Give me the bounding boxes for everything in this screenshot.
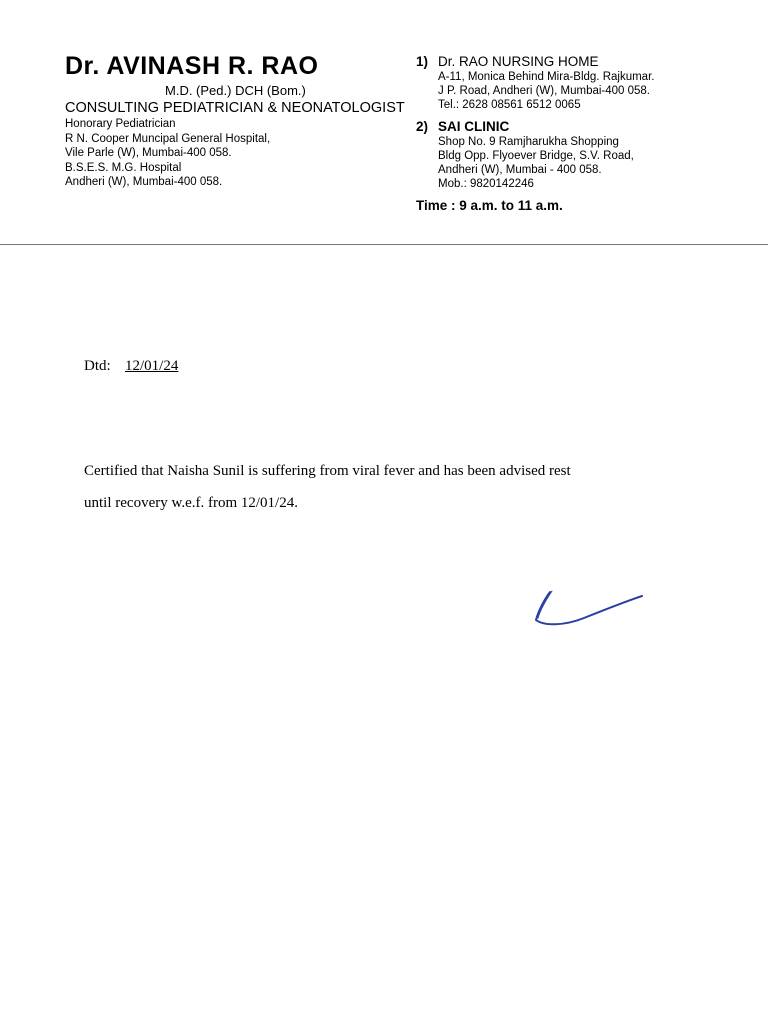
hospital-line: Vile Parle (W), Mumbai-400 058. — [65, 147, 232, 159]
clinic-2-address-line: Shop No. 9 Ramjharukha Shopping — [438, 136, 619, 148]
clinic-2-heading — [416, 119, 756, 135]
certificate-body-line: until recovery w.e.f. from 12/01/24. — [84, 495, 298, 511]
clinic-1-address-line: A-11, Monica Behind Mira-Bldg. Rajkumar. — [438, 71, 655, 83]
hospital-line: Honorary Pediatrician — [65, 118, 176, 130]
clinic-2-number: 2) — [416, 119, 429, 134]
hospital-line: Andheri (W), Mumbai-400 058. — [65, 176, 223, 188]
certificate-body-line: Certified that Naisha Sunil is suffering from viral fever and has been advised rest — [84, 463, 571, 479]
clinic-info — [416, 54, 756, 215]
hospital-line: R N. Cooper Muncipal General Hospital, — [65, 132, 271, 145]
clinic-1-phone: Tel.: 2628 08561 6512 0065 — [438, 99, 581, 111]
letterhead — [0, 0, 768, 246]
doctor-name: Dr. AVINASH R. RAO — [65, 52, 319, 80]
clinic-1-name: Dr. RAO NURSING HOME — [438, 54, 599, 69]
doctor-info — [65, 50, 405, 190]
clinic-1-number: 1) — [416, 54, 429, 69]
doctor-specialty: CONSULTING PEDIATRICIAN & NEONATOLOGIST — [65, 100, 405, 116]
header-divider — [0, 244, 768, 245]
date-value: 12/01/24 — [125, 358, 179, 374]
clinic-2-address-line: Andheri (W), Mumbai - 400 058. — [438, 164, 602, 176]
clinic-2-name: SAI CLINIC — [438, 119, 510, 134]
clinic-1-heading — [416, 54, 756, 70]
doctor-signature — [528, 584, 646, 630]
clinic-timing: Time : 9 a.m. to 11 a.m. — [416, 198, 563, 213]
date-label: Dtd: — [84, 358, 111, 374]
clinic-2-mobile: Mob.: 9820142246 — [438, 178, 534, 190]
certificate-body — [84, 455, 704, 519]
hospital-line: B.S.E.S. M.G. Hospital — [65, 161, 182, 174]
clinic-2-address-line: Bldg Opp. Flyoever Bridge, S.V. Road, — [438, 150, 634, 162]
clinic-1-address-line: J P. Road, Andheri (W), Mumbai-400 058. — [438, 85, 651, 97]
certificate-date — [84, 358, 178, 375]
doctor-qualification: M.D. (Ped.) DCH (Bom.) — [165, 83, 306, 98]
